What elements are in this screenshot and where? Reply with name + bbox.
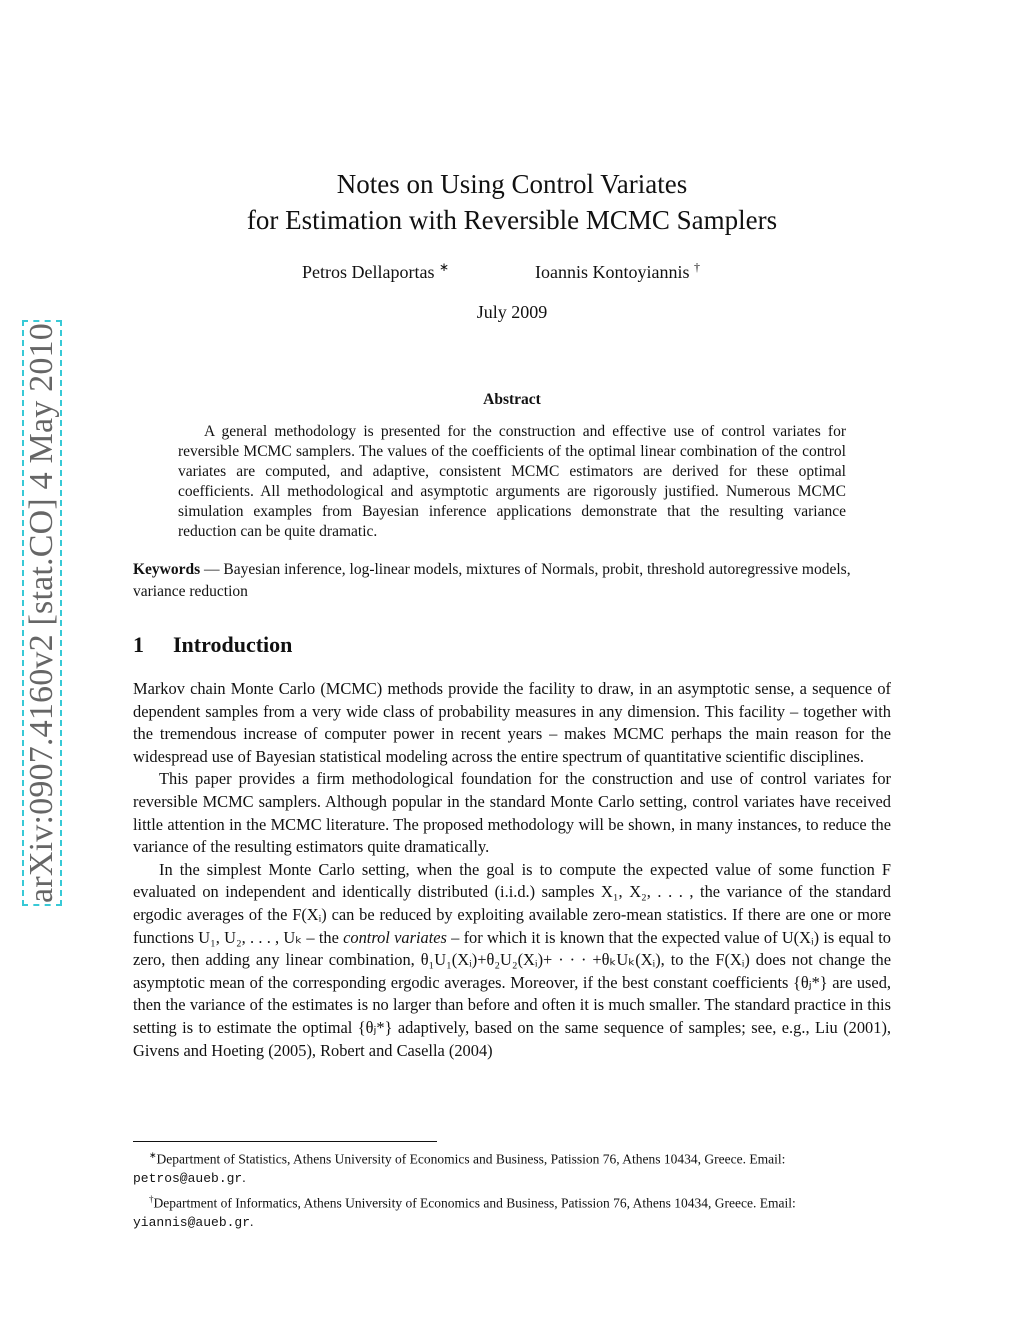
keywords-text: Bayesian inference, log-linear models, mixtures of Normals, probit, threshold autoregressive models, variance reduction: [133, 561, 851, 600]
footnote-1: [133, 1146, 891, 1189]
section-heading: [133, 632, 292, 658]
paragraph-3-part-2: – for which it is known that the expected value of U(Xᵢ) is equal to zero, then adding any linear combination, θ₁U₁(Xᵢ)+θ₂U₂(Xᵢ)+ · · · +θₖUₖ(Xᵢ), to the F(Xᵢ) does not change the asymptotic mean of the corresponding ergodic averages. Moreover, if the best constant coefficients {θⱼ*} are used, then the variance of the estimates is no larger than before and often it is much smaller. The standard practice in this setting is to estimate the optimal {θⱼ*} adaptively, based on the same sequence of samples; see, e.g., Liu (2001), Givens and Hoeting (2005), Robert and Casella (2004): [133, 927, 891, 1060]
footnote-1-text: Department of Statistics, Athens University of Economics and Business, Patission 76, Athens 10434, Greece. Email:: [156, 1151, 786, 1167]
keywords-separator: —: [200, 561, 224, 578]
title-line-2: for Estimation with Reversible MCMC Samplers: [246, 205, 778, 235]
keywords-label: Keywords: [133, 561, 201, 578]
arxiv-identifier: arXiv:0907.4160v2 [stat.CO] 4 May 2010: [23, 323, 60, 903]
paragraph-3: [133, 859, 891, 1062]
author-1: [302, 260, 449, 283]
footnote-1-end: .: [242, 1170, 246, 1185]
paper-date: July 2009: [476, 302, 548, 322]
abstract-heading: Abstract: [483, 391, 541, 408]
author-2-mark: †: [694, 260, 700, 274]
title-line-1: Notes on Using Control Variates: [336, 169, 688, 199]
paragraph-2: This paper provides a firm methodological foundation for the construction and use of control variates for reversible MCMC samplers. Although popular in the standard Monte Carlo setting, control variates have received little attention in the MCMC literature. The proposed methodology will be shown, in many instances, to reduce the variance of the resulting estimators quite dramatically.: [133, 769, 891, 857]
footnote-1-email[interactable]: petros@aueb.gr: [133, 1171, 243, 1186]
author-1-mark: ∗: [438, 260, 450, 274]
keywords: [133, 559, 891, 603]
paragraph-3-italic: control variates: [343, 927, 447, 947]
author-2: [535, 260, 700, 283]
author-2-name: Ioannis Kontoyiannis: [535, 262, 690, 282]
footnote-2: [133, 1190, 891, 1233]
paper-title: [180, 166, 844, 238]
abstract-text: A general methodology is presented for the construction and effective use of control variates for reversible MCMC samplers. The values of the coefficients of the optimal linear combination of the control variates are computed, and adaptive, consistent MCMC estimators are derived for these optimal coefficients. All methodological and asymptotic arguments are rigorously justified. Numerous MCMC simulation examples from Bayesian inference applications demonstrate that the resulting variance reduction can be quite dramatic.: [178, 423, 846, 540]
paragraph-3-part-1: In the simplest Monte Carlo setting, when the goal is to compute the expected value of some function F evaluated on independent and identically distributed (i.i.d.) samples X₁, X₂, . . . , the variance of the standard ergodic averages of the F(Xᵢ) can be reduced by exploiting available zero-mean statistics. If there are one or more functions U₁, U₂, . . . , Uₖ – the: [133, 859, 891, 947]
footnote-2-end: .: [250, 1213, 254, 1229]
footnote-divider: [133, 1141, 437, 1142]
body-text: [133, 678, 891, 1062]
section-number: 1: [133, 632, 144, 657]
footnotes: [133, 1146, 891, 1232]
footnote-2-mark: †: [149, 1193, 154, 1204]
section-title: Introduction: [173, 632, 293, 657]
footnote-1-mark: ∗: [149, 1150, 157, 1160]
footnote-2-text: Department of Informatics, Athens University of Economics and Business, Patission 76, Athens 10434, Greece. Email:: [153, 1195, 796, 1210]
author-1-name: Petros Dellaportas: [302, 262, 435, 282]
footnote-2-email[interactable]: yiannis@aueb.gr: [133, 1214, 251, 1230]
paragraph-1: Markov chain Monte Carlo (MCMC) methods provide the facility to draw, in an asymptotic sense, a sequence of dependent samples from a very wide class of probability measures in any dimension. This facility – together with the tremendous increase of computer power in recent years – makes MCMC perhaps the main reason for the widespread use of Bayesian statistical modeling across the entire spectrum of quantitative scientific disciplines.: [133, 679, 891, 766]
